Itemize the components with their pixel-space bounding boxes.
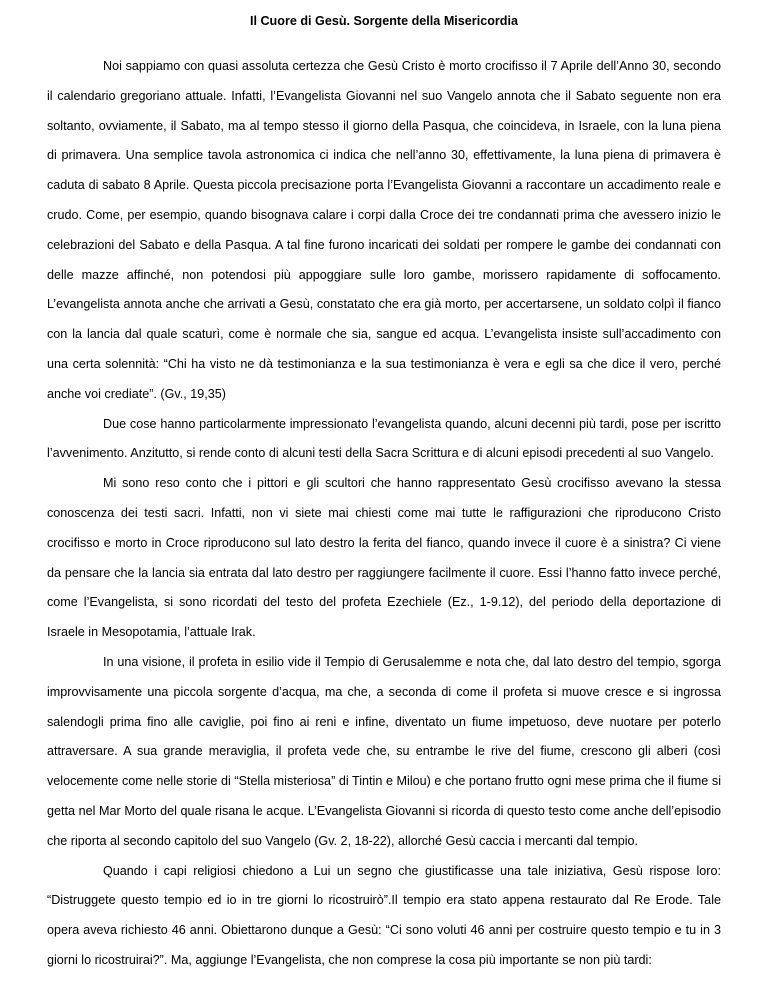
document-title: Il Cuore di Gesù. Sorgente della Misericordia bbox=[249, 14, 519, 28]
paragraph-5: Quando i capi religiosi chiedono a Lui un segno che giustificasse una tale iniziativa, Gesù rispose loro: “Distruggete questo tempio ed io in tre giorni lo ricostruirò”.Il tempio era stato appena restaurato dal Re Erode. Tale opera aveva richiesto 46 anni. Obiettarono dunque a Gesù: “Ci sono voluti 46 anni per costruire questo tempio e tu in 3 giorni lo ricostruirai?”. Ma, aggiunge l’Evangelista, che non comprese la cosa più importante se non più tardi: bbox=[47, 863, 721, 967]
paragraph-1: Noi sappiamo con quasi assoluta certezza che Gesù Cristo è morto crocifisso il 7 Aprile dell’Anno 30, secondo il calendario gregoriano attuale. Infatti, l’Evangelista Giovanni nel suo Vangelo annota che il Sabato seguente non era soltanto, ovviamente, il Sabato, ma al tempo stesso il giorno della Pasqua, che coincideva, in Israele, con la luna piena di primavera. Una semplice tavola astronomica ci indica che nell’anno 30, effettivamente, la luna piena di primavera è caduta di sabato 8 Aprile. Questa piccola precisazione porta l’Evangelista Giovanni a raccontare un accadimento reale e crudo. Come, per esempio, quando bisognava calare i corpi dalla Croce dei tre condannati prima che avessero inizio le celebrazioni del Sabato e della Pasqua. A tal fine furono incaricati dei soldati per rompere le gambe dei condannati con delle mazze affinché, non potendosi più appoggiare sulle loro gambe, morissero rapidamente di soffocamento. L’evangelista annota anche che arrivati a Gesù, constatato che era già morto, per accertarsene, un soldato colpì il fianco con la lancia dal quale scaturì, come è normale che sia, sangue ed acqua. L’evangelista insiste sull’accadimento con una certa solennità: “Chi ha visto ne dà testimonianza e la sua testimonianza è vera e egli sa che dice il vero, perché anche voi crediate”. (Gv., 19,35) bbox=[47, 59, 721, 401]
paragraph-3: Mi sono reso conto che i pittori e gli scultori che hanno rappresentato Gesù crocifisso avevano la stessa conoscenza dei testi sacri. Infatti, non vi siete mai chiesti come mai tutte le raffigurazioni che riproducono Cristo crocifisso e morto in Croce riproducono sul lato destro la ferita del fianco, quando invece il cuore è a sinistra? Ci viene da pensare che la lancia sia entrata dal lato destro per raggiungere facilmente il cuore. Essi l’hanno fatto invece perché, come l’Evangelista, si sono ricordati del testo del profeta Ezechiele (Ez., 1-9.12), del periodo della deportazione di Israele in Mesopotamia, l’attuale Irak. bbox=[47, 476, 721, 640]
paragraph-4: In una visione, il profeta in esilio vide il Tempio di Gerusalemme e nota che, dal lato destro del tempio, sgorga improvvisamente una piccola sorgente d’acqua, ma che, a seconda di come il profeta si muove cresce e si ingrossa salendogli prima fino alle caviglie, poi fino ai reni e infine, diventato un fiume impetuoso, deve nuotare per poterlo attraversare. A sua grande meraviglia, il profeta vede che, su entrambe le rive del fiume, crescono gli alberi (così velocemente come nelle storie di “Stella misteriosa” di Tintin e Milou) e che portano frutto ogni mese prima che il fiume si getta nel Mar Morto del quale risana le acque. L’Evangelista Giovanni si ricorda di questo testo come anche dell’episodio che riporta al secondo capitolo del suo Vangelo (Gv. 2, 18-22), allorché Gesù caccia i mercanti dal tempio. bbox=[47, 654, 721, 848]
paragraph-2: Due cose hanno particolarmente impressionato l’evangelista quando, alcuni decenni più tardi, pose per iscritto l’avvenimento. Anzitutto, si rende conto di alcuni testi della Sacra Scrittura e di alcuni episodi precedenti al suo Vangelo. bbox=[47, 416, 721, 461]
